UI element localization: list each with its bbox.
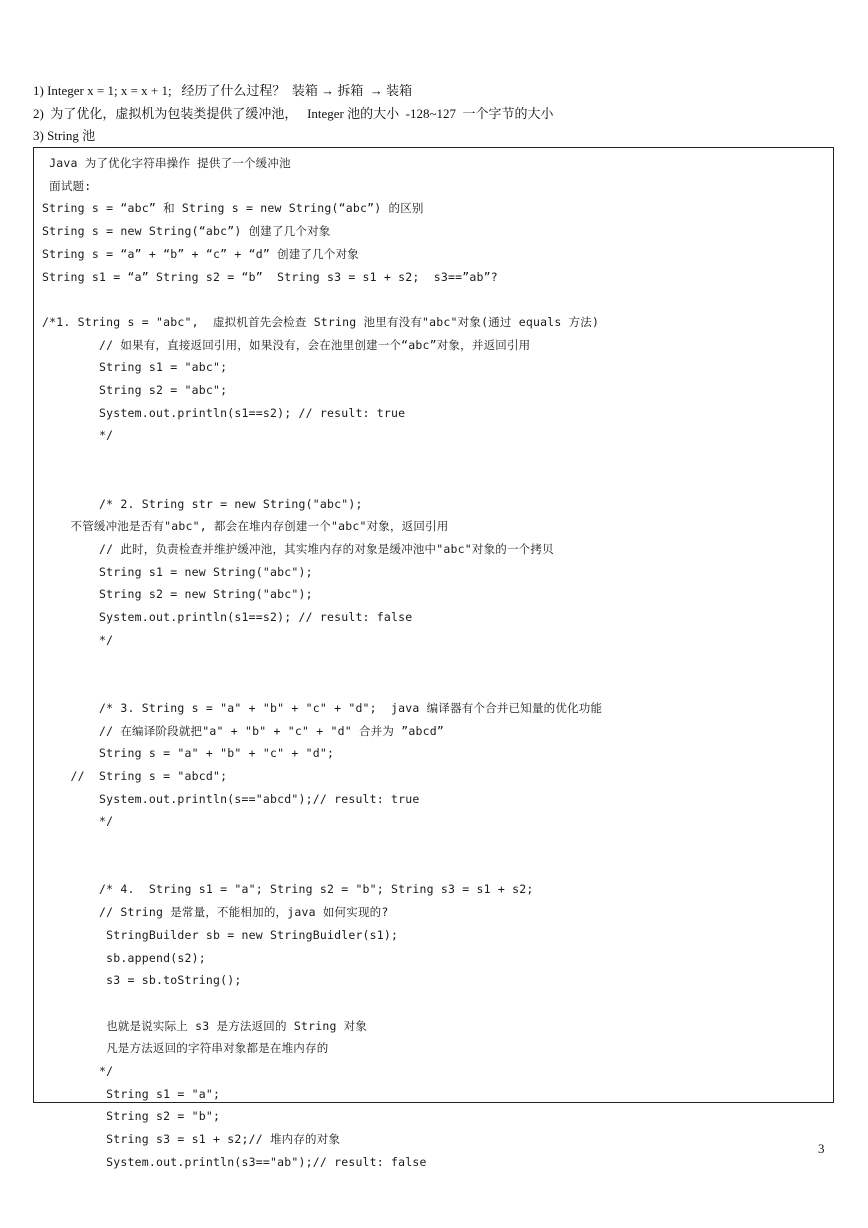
code-line: /* 3. String s = "a" + "b" + "c" + "d"; java 编译器有个合并已知量的优化功能 — [42, 700, 603, 715]
code-line: */ — [42, 428, 114, 443]
code-line: String s = new String(“abc”) 创建了几个对象 — [42, 224, 331, 239]
intro-line-3: 3) String 池 — [33, 128, 96, 143]
code-line: System.out.println(s1==s2); // result: false — [42, 610, 413, 624]
code-line: sb.append(s2); — [42, 950, 206, 965]
code-line: System.out.println(s1==s2); // result: true — [42, 405, 406, 420]
code-line: StringBuilder sb = new StringBuidler(s1); — [42, 927, 399, 942]
code-line: String s2 = new String("abc"); — [42, 587, 313, 602]
code-line: String s1 = "abc"; — [42, 360, 228, 375]
code-line: String s1 = “a” String s2 = “b” String s3 = s1 + s2; s3==”ab”? — [42, 269, 498, 284]
code-line: */ — [42, 814, 114, 829]
code-line: String s = "a" + "b" + "c" + "d"; — [42, 746, 335, 761]
code-line: String s1 = new String("abc"); — [42, 564, 313, 579]
code-line: // 如果有，直接返回引用，如果没有，会在池里创建一个“abc”对象，并返回引用 — [42, 337, 531, 352]
code-box — [33, 147, 834, 1169]
code-line: Java 为了优化字符串操作 提供了一个缓冲池 — [42, 156, 291, 170]
intro-line-1: 1) Integer x = 1; x = x + 1; 经历了什么过程？ 装箱 → 拆箱 → 装箱 — [33, 83, 413, 98]
code-line: s3 = sb.toString(); — [42, 973, 242, 988]
code-line: 也就是说实际上 s3 是方法返回的 String 对象 — [42, 1018, 368, 1033]
code-line: String s = “abc” 和 String s = new String(“abc”) 的区别 — [42, 201, 424, 216]
code-line: 不管缓冲池是否有"abc", 都会在堆内存创建一个"abc"对象，返回引用 — [42, 519, 449, 534]
code-line: // 此时，负责检查并维护缓冲池，其实堆内存的对象是缓冲池中"abc"对象的一个拷贝 — [42, 541, 554, 556]
code-line: 凡是方法返回的字符串对象都是在堆内存的 — [42, 1041, 329, 1056]
code-line: String s1 = "a"; — [42, 1086, 221, 1101]
code-line: /* 2. String str = new String("abc"); — [42, 496, 363, 511]
code-line: 面试题: — [42, 178, 92, 193]
code-line: System.out.println(s=="abcd");// result: true — [42, 791, 420, 806]
page-number: 3 — [818, 1141, 825, 1156]
code-line: String s = “a” + “b” + “c” + “d” 创建了几个对象 — [42, 246, 359, 261]
intro-line-2: 2) 为了优化，虚拟机为包装类提供了缓冲池， Integer 池的大小 -128~127 一个字节的大小 — [33, 106, 554, 121]
code-line: String s2 = "abc"; — [42, 383, 228, 397]
code-line: System.out.println(s3=="ab");// result: false — [42, 1154, 427, 1169]
code-line: */ — [42, 1064, 114, 1078]
code-line: // String 是常量，不能相加的，java 如何实现的? — [42, 905, 389, 920]
code-line: /*1. String s = "abc", 虚拟机首先会检查 String 池里有没有"abc"对象(通过 equals 方法) — [42, 314, 600, 329]
code-line: */ — [42, 632, 114, 647]
code-line: // String s = "abcd"; — [42, 768, 228, 783]
code-line: String s2 = "b"; — [42, 1109, 221, 1124]
code-line: String s3 = s1 + s2;// 堆内存的对象 — [42, 1132, 341, 1147]
code-line: /* 4. String s1 = "a"; String s2 = "b"; String s3 = s1 + s2; — [42, 882, 534, 897]
code-line: // 在编译阶段就把"a" + "b" + "c" + "d" 合并为 ”abcd” — [42, 723, 444, 738]
